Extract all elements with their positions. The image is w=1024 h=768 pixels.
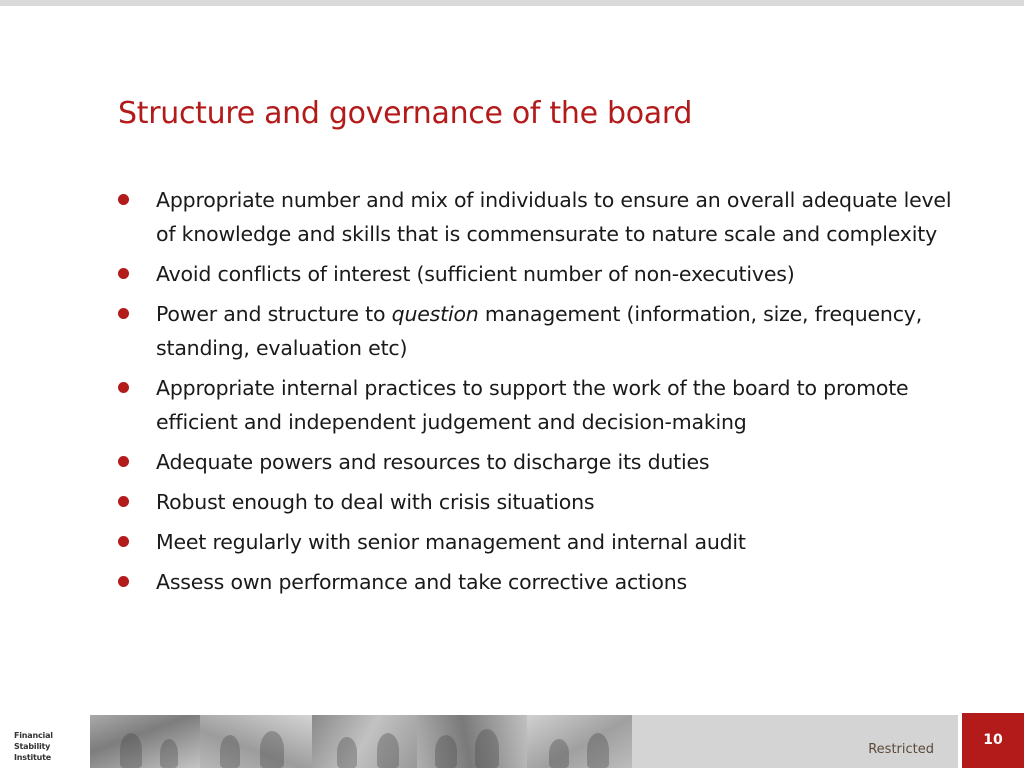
bullet-dot-icon — [118, 268, 129, 279]
bullet-item — [116, 485, 976, 519]
footer-band — [632, 715, 958, 768]
bullet-text: Adequate powers and resources to discharge its duties — [156, 450, 710, 474]
bullet-dot-icon — [118, 456, 129, 467]
footer-photo — [90, 715, 200, 768]
page-number-box — [962, 713, 1024, 768]
bullet-item — [116, 371, 976, 439]
fsi-logo — [0, 713, 90, 768]
logo-line-1: Financial Stability — [14, 731, 53, 751]
page-number: 10 — [983, 732, 1003, 748]
bullet-dot-icon — [118, 496, 129, 507]
top-bar — [0, 0, 1024, 6]
bullet-dot-icon — [118, 536, 129, 547]
bullet-item — [116, 257, 976, 291]
bullet-text: Robust enough to deal with crisis situations — [156, 490, 595, 514]
footer — [0, 713, 1024, 768]
bullet-text: Avoid conflicts of interest (sufficient number of non-executives) — [156, 262, 795, 286]
bullet-item — [116, 297, 976, 365]
bullet-text: Appropriate internal practices to support the work of the board to promote efficient and independent judgement and decision-making — [156, 376, 909, 434]
logo-line-2: Institute — [14, 753, 51, 762]
bullet-text: Meet regularly with senior management and internal audit — [156, 530, 746, 554]
bullet-dot-icon — [118, 308, 129, 319]
bullet-text-after: management (information, size, frequency, standing, evaluation etc) — [156, 302, 923, 360]
slide-title: Structure and governance of the board — [118, 96, 693, 131]
bullet-item — [116, 183, 976, 251]
bullet-item — [116, 565, 976, 599]
logo-text — [14, 730, 90, 763]
bullet-dot-icon — [118, 194, 129, 205]
classification-label: Restricted — [868, 742, 934, 757]
bullet-text-before: Power and structure to — [156, 302, 392, 326]
footer-photo — [312, 715, 417, 768]
bullet-dot-icon — [118, 382, 129, 393]
bullet-dot-icon — [118, 576, 129, 587]
bullet-list — [116, 183, 976, 605]
footer-photo — [200, 715, 312, 768]
bullet-item — [116, 445, 976, 479]
footer-photo — [527, 715, 632, 768]
bullet-text-emphasis: question — [391, 302, 479, 326]
bullet-text: Assess own performance and take corrective actions — [156, 570, 687, 594]
bullet-item — [116, 525, 976, 559]
footer-photo-strip — [90, 715, 632, 768]
bullet-text: Appropriate number and mix of individuals to ensure an overall adequate level of knowledge and skills that is commensurate to nature scale and complexity — [156, 188, 952, 246]
footer-photo — [417, 715, 527, 768]
